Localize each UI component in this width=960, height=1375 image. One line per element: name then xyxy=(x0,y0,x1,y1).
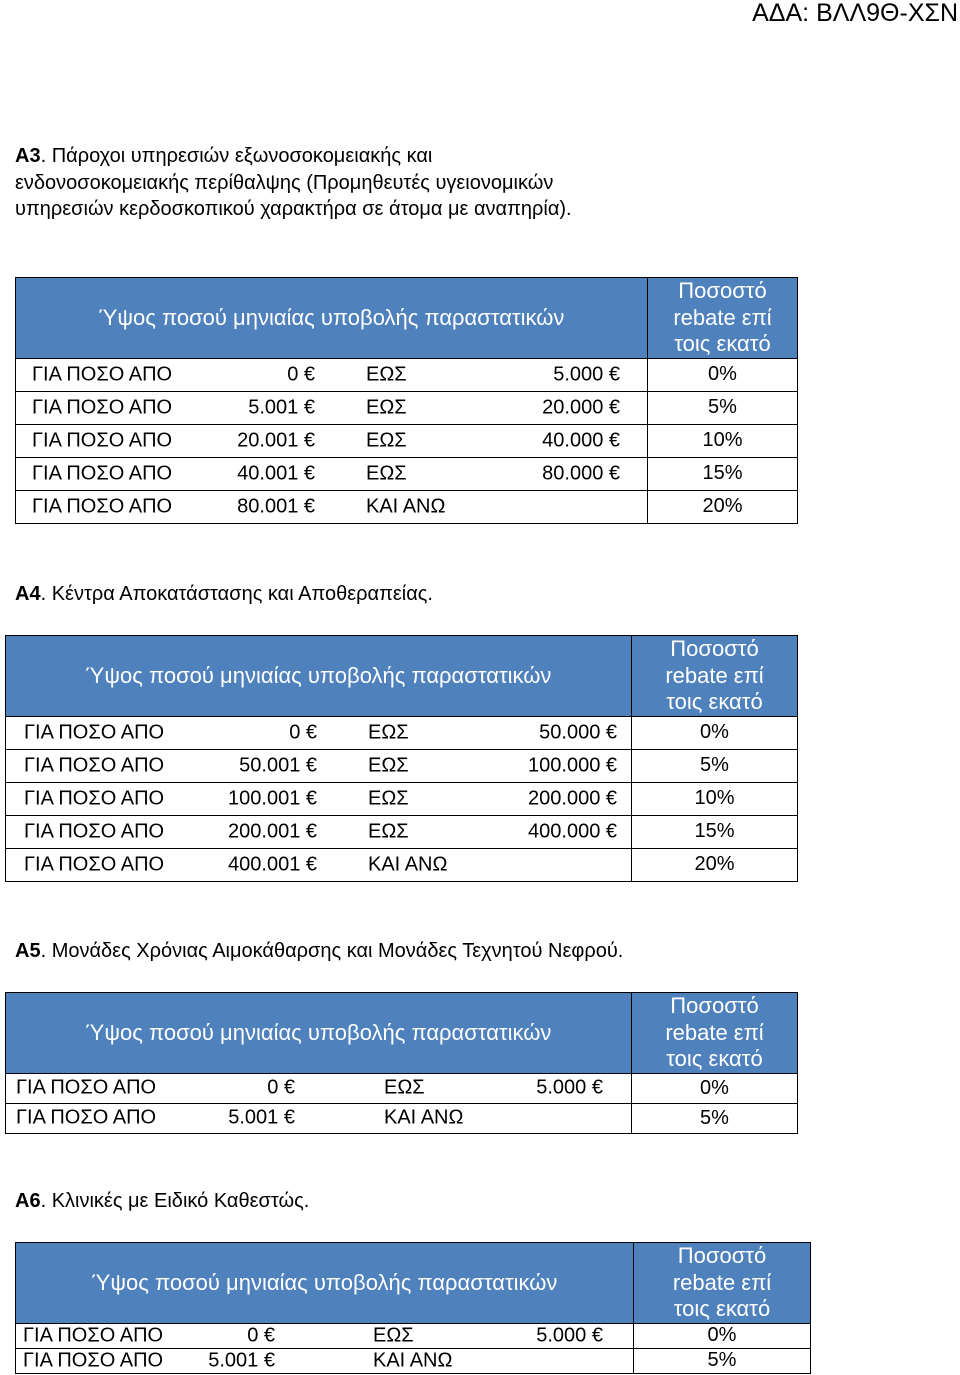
header-rebate-line: Ποσοστό xyxy=(670,993,759,1018)
rebate-percent: 5% xyxy=(634,1348,811,1373)
range-cell xyxy=(16,391,648,424)
range-to-value: 80.000 xyxy=(542,462,604,484)
range-label: ΓΙΑ ΠΟΣΟ ΑΠΟ xyxy=(16,1106,157,1129)
table-row xyxy=(16,1323,811,1348)
table-row xyxy=(16,424,798,457)
euro-sign: € xyxy=(608,429,620,451)
header-amount: Ύψος ποσού μηνιαίας υποβολής παραστατικών xyxy=(16,1243,634,1324)
range-label: ΓΙΑ ΠΟΣΟ ΑΠΟ xyxy=(23,1324,164,1346)
table-row xyxy=(6,782,798,815)
euro-sign: € xyxy=(283,1106,295,1129)
range-from xyxy=(287,363,315,386)
header-rebate-line: rebate επί xyxy=(672,1269,772,1295)
table-row xyxy=(16,1348,811,1373)
table-header-row xyxy=(6,636,798,717)
euro-sign: € xyxy=(608,363,620,385)
range-to-value: 5.000 xyxy=(536,1076,587,1099)
range-from xyxy=(208,1349,275,1372)
range-label: ΓΙΑ ΠΟΣΟ ΑΠΟ xyxy=(24,754,165,776)
table-row xyxy=(6,1073,798,1103)
range-label: ΓΙΑ ΠΟΣΟ ΑΠΟ xyxy=(24,721,165,743)
range-from xyxy=(267,1077,295,1100)
range-from xyxy=(239,754,317,777)
range-from xyxy=(228,1107,295,1130)
rebate-table xyxy=(15,277,798,524)
range-cell xyxy=(16,358,648,391)
range-separator: ΕΩΣ xyxy=(366,429,407,451)
range-from-value: 0 xyxy=(247,1324,259,1346)
range-to-value: 20.000 xyxy=(542,396,604,418)
range-label: ΓΙΑ ΠΟΣΟ ΑΠΟ xyxy=(32,495,173,517)
table-header-row xyxy=(16,1243,811,1324)
header-rebate-line: rebate επί xyxy=(665,1019,764,1045)
header-rebate-line: Ποσοστό xyxy=(677,1243,767,1268)
range-label: ΓΙΑ ΠΟΣΟ ΑΠΟ xyxy=(24,820,165,842)
range-cell xyxy=(6,749,632,782)
range-to xyxy=(536,1324,603,1347)
range-from-value: 0 xyxy=(289,721,301,743)
euro-sign: € xyxy=(303,396,315,418)
euro-sign: € xyxy=(605,787,617,809)
section-code: Α5 xyxy=(15,940,41,962)
range-to xyxy=(536,1077,603,1100)
range-to xyxy=(528,787,617,810)
table-row xyxy=(6,848,798,881)
range-cell xyxy=(16,490,648,523)
range-from xyxy=(228,853,317,876)
range-separator: ΕΩΣ xyxy=(366,462,407,484)
euro-sign: € xyxy=(605,721,617,743)
range-cell xyxy=(16,1348,634,1373)
range-from-value: 200.001 xyxy=(228,820,301,842)
euro-sign: € xyxy=(605,820,617,842)
range-to xyxy=(542,429,620,452)
range-from-value: 0 xyxy=(287,363,299,385)
range-from-value: 5.001 xyxy=(208,1349,259,1371)
range-separator: ΚΑΙ ΑΝΩ xyxy=(368,853,448,875)
header-rebate-line: τοις εκατό xyxy=(673,1296,771,1321)
range-to xyxy=(528,820,617,843)
range-from-value: 100.001 xyxy=(228,787,301,809)
euro-sign: € xyxy=(305,787,317,809)
table-row xyxy=(16,457,798,490)
range-from-value: 5.001 xyxy=(228,1106,279,1129)
table-row xyxy=(16,490,798,523)
header-rebate-line: Ποσοστό xyxy=(670,636,759,661)
euro-sign: € xyxy=(591,1076,603,1099)
range-separator: ΕΩΣ xyxy=(366,363,407,385)
euro-sign: € xyxy=(305,820,317,842)
range-from xyxy=(237,462,315,485)
header-rebate-percent xyxy=(632,993,798,1074)
section-heading xyxy=(15,1188,915,1215)
range-label: ΓΙΑ ΠΟΣΟ ΑΠΟ xyxy=(32,429,173,451)
rebate-percent: 15% xyxy=(648,457,798,490)
range-separator: ΚΑΙ ΑΝΩ xyxy=(384,1106,464,1129)
range-to xyxy=(528,754,617,777)
header-amount: Ύψος ποσού μηνιαίας υποβολής παραστατικών xyxy=(16,278,648,359)
range-to-value: 100.000 xyxy=(528,754,601,776)
header-rebate-percent xyxy=(634,1243,811,1324)
range-label: ΓΙΑ ΠΟΣΟ ΑΠΟ xyxy=(32,396,173,418)
table-row xyxy=(6,1103,798,1133)
range-separator: ΕΩΣ xyxy=(384,1076,425,1099)
euro-sign: € xyxy=(303,462,315,484)
euro-sign: € xyxy=(608,396,620,418)
header-rebate-line: τοις εκατό xyxy=(674,331,771,356)
section-heading xyxy=(15,581,915,608)
range-cell xyxy=(16,1323,634,1348)
rebate-percent: 0% xyxy=(632,716,798,749)
range-from xyxy=(228,787,317,810)
range-separator: ΚΑΙ ΑΝΩ xyxy=(373,1349,453,1371)
range-to-value: 200.000 xyxy=(528,787,601,809)
section-title: . Κέντρα Αποκατάστασης και Αποθεραπείας. xyxy=(40,583,433,605)
header-rebate-percent xyxy=(648,278,798,359)
range-from xyxy=(248,396,315,419)
rebate-percent: 20% xyxy=(632,848,798,881)
range-from xyxy=(228,820,317,843)
range-from xyxy=(237,495,315,518)
section-title: . Μονάδες Χρόνιας Αιμοκάθαρσης και Μονάδες Τεχνητού Νεφρού. xyxy=(40,940,624,962)
rebate-table xyxy=(5,992,798,1134)
table-row xyxy=(6,749,798,782)
rebate-percent: 0% xyxy=(632,1073,798,1103)
range-to-value: 50.000 xyxy=(539,721,601,743)
range-to-value: 400.000 xyxy=(528,820,601,842)
section-code: Α3 xyxy=(15,145,41,167)
euro-sign: € xyxy=(591,1324,603,1346)
range-label: ΓΙΑ ΠΟΣΟ ΑΠΟ xyxy=(16,1076,157,1099)
header-rebate-line: τοις εκατό xyxy=(666,689,763,714)
range-label: ΓΙΑ ΠΟΣΟ ΑΠΟ xyxy=(32,363,173,385)
range-separator: ΚΑΙ ΑΝΩ xyxy=(366,495,446,517)
range-cell xyxy=(16,424,648,457)
range-from-value: 400.001 xyxy=(228,853,301,875)
euro-sign: € xyxy=(283,1076,295,1099)
rebate-percent: 20% xyxy=(648,490,798,523)
range-to xyxy=(539,721,617,744)
euro-sign: € xyxy=(305,721,317,743)
rebate-table xyxy=(5,635,798,882)
range-cell xyxy=(6,716,632,749)
range-from xyxy=(289,721,317,744)
section-title: . Κλινικές με Ειδικό Καθεστώς. xyxy=(40,1190,310,1212)
rebate-percent: 5% xyxy=(632,1103,798,1133)
range-from-value: 40.001 xyxy=(237,462,299,484)
range-from xyxy=(247,1324,275,1347)
euro-sign: € xyxy=(263,1324,275,1346)
section-code: Α6 xyxy=(15,1190,41,1212)
range-from-value: 5.001 xyxy=(248,396,299,418)
section-heading xyxy=(15,143,600,223)
table-row xyxy=(6,815,798,848)
header-rebate-line: rebate επί xyxy=(673,304,772,330)
section-heading xyxy=(15,938,915,965)
euro-sign: € xyxy=(605,754,617,776)
range-label: ΓΙΑ ΠΟΣΟ ΑΠΟ xyxy=(23,1349,164,1371)
euro-sign: € xyxy=(303,429,315,451)
range-label: ΓΙΑ ΠΟΣΟ ΑΠΟ xyxy=(24,853,165,875)
range-cell xyxy=(6,1103,632,1133)
rebate-percent: 15% xyxy=(632,815,798,848)
header-amount: Ύψος ποσού μηνιαίας υποβολής παραστατικών xyxy=(6,636,632,717)
range-from xyxy=(237,429,315,452)
range-to-value: 40.000 xyxy=(542,429,604,451)
table-row xyxy=(16,391,798,424)
range-label: ΓΙΑ ΠΟΣΟ ΑΠΟ xyxy=(32,462,173,484)
euro-sign: € xyxy=(303,363,315,385)
euro-sign: € xyxy=(608,462,620,484)
header-rebate-line: Ποσοστό xyxy=(678,278,767,303)
range-to-value: 5.000 xyxy=(553,363,604,385)
range-from-value: 20.001 xyxy=(237,429,299,451)
header-rebate-percent xyxy=(632,636,798,717)
range-cell xyxy=(6,815,632,848)
rebate-percent: 10% xyxy=(648,424,798,457)
range-to xyxy=(542,396,620,419)
range-cell xyxy=(6,848,632,881)
range-separator: ΕΩΣ xyxy=(368,787,409,809)
range-separator: ΕΩΣ xyxy=(373,1324,414,1346)
rebate-percent: 0% xyxy=(648,358,798,391)
rebate-table xyxy=(15,1242,811,1374)
table-row xyxy=(6,716,798,749)
range-separator: ΕΩΣ xyxy=(368,721,409,743)
range-label: ΓΙΑ ΠΟΣΟ ΑΠΟ xyxy=(24,787,165,809)
range-cell xyxy=(16,457,648,490)
rebate-percent: 0% xyxy=(634,1323,811,1348)
range-to xyxy=(542,462,620,485)
ada-code: ΑΔΑ: ΒΛΛ9Θ-ΧΣΝ xyxy=(752,0,958,27)
range-separator: ΕΩΣ xyxy=(368,754,409,776)
header-rebate-line: τοις εκατό xyxy=(666,1046,763,1071)
range-to xyxy=(553,363,620,386)
rebate-percent: 10% xyxy=(632,782,798,815)
section-title: . Πάροχοι υπηρεσιών εξωνοσοκομειακής και ενδονοσοκομειακής περίθαλψης (Προμηθευτές υγειονομικών υπηρεσιών κερδοσκοπικού χαρακτήρα σε άτομα με αναπηρία). xyxy=(15,145,572,220)
section-code: Α4 xyxy=(15,583,41,605)
euro-sign: € xyxy=(305,853,317,875)
header-rebate-line: rebate επί xyxy=(665,662,764,688)
range-separator: ΕΩΣ xyxy=(366,396,407,418)
euro-sign: € xyxy=(303,495,315,517)
range-from-value: 50.001 xyxy=(239,754,301,776)
range-from-value: 80.001 xyxy=(237,495,299,517)
header-amount: Ύψος ποσού μηνιαίας υποβολής παραστατικών xyxy=(6,993,632,1074)
table-row xyxy=(16,358,798,391)
rebate-percent: 5% xyxy=(648,391,798,424)
euro-sign: € xyxy=(263,1349,275,1371)
table-header-row xyxy=(6,993,798,1074)
rebate-percent: 5% xyxy=(632,749,798,782)
range-to-value: 5.000 xyxy=(536,1324,587,1346)
range-separator: ΕΩΣ xyxy=(368,820,409,842)
range-cell xyxy=(6,1073,632,1103)
euro-sign: € xyxy=(305,754,317,776)
table-header-row xyxy=(16,278,798,359)
range-from-value: 0 xyxy=(267,1076,279,1099)
range-cell xyxy=(6,782,632,815)
